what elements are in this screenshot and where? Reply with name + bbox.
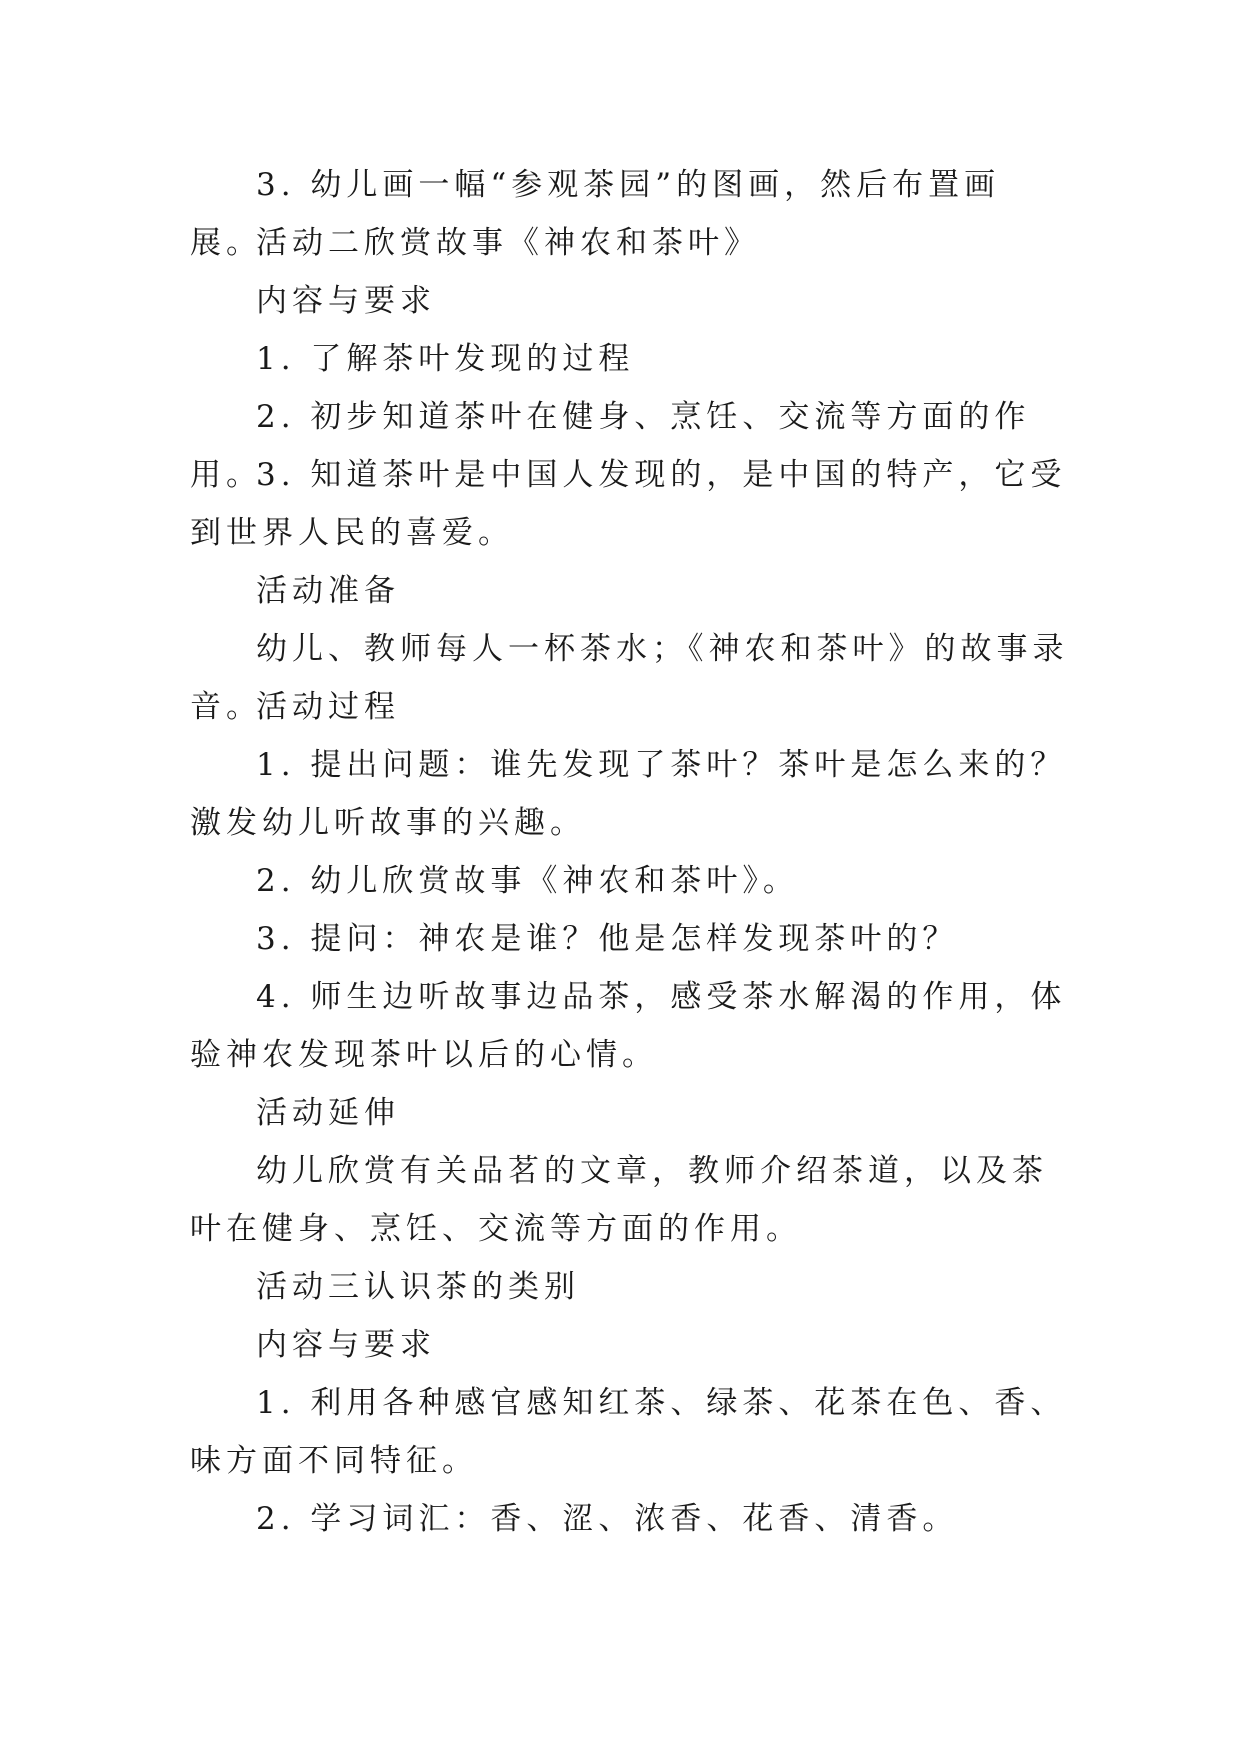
heading-activity-extension: 活动延伸 (256, 1095, 400, 1131)
list-item-requirement-1: 1. 了解茶叶发现的过程 (256, 341, 635, 377)
list-item-tea-senses: 1. 利用各种感官感知红茶、绿茶、花茶在色、香、味方面不同特征。 (190, 1385, 1067, 1479)
heading-activity-process: 活动过程 (256, 689, 400, 725)
heading-activity-three: 活动三认识茶的类别 (256, 1269, 580, 1305)
list-item-requirement-3: 3. 知道茶叶是中国人发现的，是中国的特产，它受到世界人民的喜爱。 (190, 457, 1067, 551)
paragraph-drawing-exhibition: 3. 幼儿画一幅“参观茶园”的图画，然后布置画展。 (190, 167, 1001, 261)
list-item-requirement-2: 2. 初步知道茶叶在健身、烹饪、交流等方面的作用。 (190, 399, 1031, 493)
paragraph-preparation: 幼儿、教师每人一杯茶水；《神农和茶叶》的故事录音。 (190, 631, 1069, 725)
list-item-process-3: 3. 提问：神农是谁？他是怎样发现茶叶的？ (256, 921, 959, 957)
list-item-process-1: 1. 提出问题：谁先发现了茶叶？茶叶是怎么来的？激发幼儿听故事的兴趣。 (190, 747, 1067, 841)
heading-activity-two: 活动二欣赏故事《神农和茶叶》 (256, 225, 760, 261)
heading-content-requirements-2: 内容与要求 (256, 1327, 436, 1363)
heading-activity-preparation: 活动准备 (256, 573, 400, 609)
heading-content-requirements: 内容与要求 (256, 283, 436, 319)
list-item-process-2: 2. 幼儿欣赏故事《神农和茶叶》。 (256, 863, 799, 899)
list-item-vocabulary: 2. 学习词汇：香、涩、浓香、花香、清香。 (256, 1501, 959, 1537)
list-item-process-4: 4. 师生边听故事边品茶，感受茶水解渴的作用，体验神农发现茶叶以后的心情。 (190, 979, 1067, 1073)
paragraph-extension: 幼儿欣赏有关品茗的文章，教师介绍茶道，以及茶叶在健身、烹饪、交流等方面的作用。 (190, 1153, 1048, 1247)
